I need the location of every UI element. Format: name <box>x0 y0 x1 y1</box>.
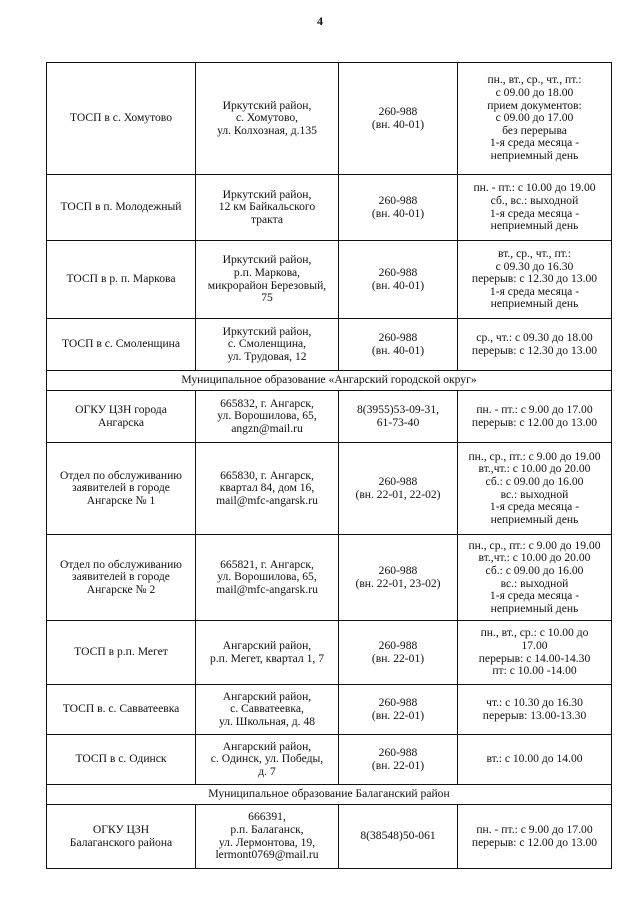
address-cell <box>196 391 339 443</box>
address-cell <box>196 735 339 785</box>
hours-line: пн., ср., пт.: с 9.00 до 19.00 <box>468 538 601 552</box>
phone-line: (вн. 40-01) <box>371 343 425 357</box>
phone-cell <box>339 735 458 785</box>
hours-line: вт.,чт.: с 10.00 до 20.00 <box>478 462 591 476</box>
hours-line: перерыв: 13.00-13.30 <box>482 708 587 722</box>
address-line: Ангарский район, <box>222 689 312 703</box>
table-row <box>47 175 612 241</box>
address-line: квартал 84, дом 16, <box>219 481 315 495</box>
hours-line: неприемный день <box>490 297 579 311</box>
hours-line: перерыв: с 14.00-14.30 <box>478 651 591 665</box>
address-line: mail@mfc-angarsk.ru <box>216 493 318 507</box>
office-name-line: ТОСП в р.п. Мегет <box>74 645 168 659</box>
office-name-cell <box>47 241 196 319</box>
hours-cell <box>458 685 612 735</box>
hours-cell <box>458 735 612 785</box>
phone-line: 260-988 <box>378 695 418 709</box>
table-row <box>47 443 612 535</box>
address-line: д. 7 <box>258 764 276 778</box>
address-line: 75 <box>261 291 273 305</box>
office-name-cell <box>47 319 196 371</box>
address-line: ул. Ворошилова, 65, <box>217 409 317 423</box>
address-cell <box>196 621 339 685</box>
address-line: р.п. Мегет, квартал 1, 7 <box>209 651 324 665</box>
table-row <box>47 391 612 443</box>
address-line: Иркутский район, <box>222 324 312 338</box>
hours-cell <box>458 805 612 869</box>
office-name-cell <box>47 63 196 175</box>
hours-line: пн. - пт.: с 9.00 до 17.00 <box>476 822 593 836</box>
hours-line: вт.,чт.: с 10.00 до 20.00 <box>478 551 591 565</box>
office-name-cell <box>47 685 196 735</box>
hours-cell <box>458 535 612 621</box>
phone-line: 260-988 <box>378 104 418 118</box>
hours-cell <box>458 319 612 371</box>
section-header-row <box>47 371 612 391</box>
hours-cell <box>458 63 612 175</box>
phone-cell <box>339 63 458 175</box>
hours-cell <box>458 241 612 319</box>
address-cell <box>196 535 339 621</box>
phone-cell <box>339 621 458 685</box>
address-line: с. Савватеевка, <box>230 702 304 716</box>
hours-line: пн., вт., ср.: с 10.00 до <box>480 626 589 640</box>
office-name-line: Отдел по обслуживанию <box>60 468 182 482</box>
hours-line: перерыв: с 12.00 до 13.00 <box>471 835 598 849</box>
office-name-cell <box>47 391 196 443</box>
office-name-line: ТОСП в с. Смоленщина <box>61 337 181 351</box>
address-cell <box>196 175 339 241</box>
hours-line: пн. - пт.: с 9.00 до 17.00 <box>476 402 593 416</box>
address-line: ул. Трудовая, 12 <box>227 349 307 363</box>
phone-line: (вн. 22-01) <box>371 651 425 665</box>
address-line: тракта <box>251 212 283 226</box>
hours-line: без перерыва <box>502 123 567 137</box>
phone-line: 260-988 <box>378 330 418 344</box>
phone-cell <box>339 685 458 735</box>
hours-line: сб.: с 09.00 до 16.00 <box>485 563 584 577</box>
address-line: 666391, <box>248 810 286 824</box>
address-line: Ангарский район, <box>222 638 312 652</box>
hours-line: перерыв: с 12.00 до 13.00 <box>471 415 598 429</box>
address-line: с. Смоленщина, <box>227 337 307 351</box>
address-line: angzn@mail.ru <box>231 421 303 435</box>
table-row <box>47 805 612 869</box>
phone-line: (вн. 22-01, 23-02) <box>355 576 441 590</box>
hours-cell <box>458 443 612 535</box>
hours-line: сб., вс.: выходной <box>490 193 579 207</box>
office-name-cell <box>47 535 196 621</box>
phone-line: 260-988 <box>378 563 418 577</box>
hours-line: вт., ср., чт., пт.: <box>498 247 571 261</box>
address-line: р.п. Балаганск, <box>230 822 304 836</box>
phone-cell <box>339 805 458 869</box>
table-body <box>47 63 612 869</box>
phone-line: 61-73-40 <box>376 415 420 429</box>
table-row <box>47 735 612 785</box>
hours-line: 1-я среда месяца - <box>489 206 580 220</box>
hours-line: пн., ср., пт.: с 9.00 до 19.00 <box>468 449 601 463</box>
phone-line: (вн. 40-01) <box>371 117 425 131</box>
hours-line: 1-я среда месяца - <box>489 500 580 514</box>
hours-line: перерыв: с 12.30 до 13.00 <box>471 272 598 286</box>
office-name-line: ТОСП в. с. Савватеевка <box>62 702 180 716</box>
hours-line: прием документов: <box>487 98 582 112</box>
phone-line: 260-988 <box>378 638 418 652</box>
address-line: микрорайон Березовый, <box>207 278 327 292</box>
office-name-cell <box>47 443 196 535</box>
address-cell <box>196 241 339 319</box>
phone-cell <box>339 319 458 371</box>
phone-line: 260-988 <box>378 193 418 207</box>
hours-line: пт: с 10.00 -14.00 <box>492 664 577 678</box>
phone-line: 260-988 <box>378 265 418 279</box>
hours-line: вс.: выходной <box>500 487 569 501</box>
address-line: 665830, г. Ангарск, <box>220 468 314 482</box>
address-line: Иркутский район, <box>222 253 312 267</box>
office-name-cell <box>47 175 196 241</box>
section-header-row <box>47 785 612 805</box>
office-name-cell <box>47 621 196 685</box>
office-name-line: ТОСП в п. Молодежный <box>60 200 182 214</box>
phone-cell <box>339 175 458 241</box>
hours-line: 17.00 <box>521 638 548 652</box>
address-cell <box>196 63 339 175</box>
office-name-line: Отдел по обслуживанию <box>60 557 182 571</box>
office-name-line: Ангарске № 2 <box>86 582 156 596</box>
address-line: ул. Ворошилова, 65, <box>217 570 317 584</box>
phone-line: 8(3955)53-09-31, <box>356 402 440 416</box>
address-line: р.п. Маркова, <box>233 265 301 279</box>
office-name-line: Балаганского района <box>69 835 173 849</box>
office-schedule-table <box>46 62 612 869</box>
phone-line: (вн. 22-01) <box>371 758 425 772</box>
municipality-section-title: Муниципальное образование Балаганский район <box>47 785 612 805</box>
office-name-line: ТОСП в с. Одинск <box>75 752 167 766</box>
hours-line: неприемный день <box>490 148 579 162</box>
hours-cell <box>458 175 612 241</box>
phone-line: (вн. 22-01) <box>371 708 425 722</box>
address-line: с. Хомутово, <box>235 111 299 125</box>
hours-line: неприемный день <box>490 601 579 615</box>
office-name-cell <box>47 735 196 785</box>
hours-line: 1-я среда месяца - <box>489 136 580 150</box>
address-line: ул. Лермонтова, 19, <box>218 835 316 849</box>
address-line: lermont0769@mail.ru <box>215 848 319 862</box>
hours-line: 1-я среда месяца - <box>489 284 580 298</box>
municipality-section-title: Муниципальное образование «Ангарский городской округ» <box>47 371 612 391</box>
hours-line: перерыв: с 12.30 до 13.00 <box>471 343 598 357</box>
phone-line: 260-988 <box>378 745 418 759</box>
address-line: Иркутский район, <box>222 98 312 112</box>
phone-line: 8(38548)50-061 <box>360 829 436 843</box>
address-cell <box>196 319 339 371</box>
table-row <box>47 241 612 319</box>
office-name-line: ОГКУ ЦЗН <box>92 822 150 836</box>
phone-line: (вн. 40-01) <box>371 278 425 292</box>
address-line: ул. Школьная, д. 48 <box>218 714 316 728</box>
table-row <box>47 621 612 685</box>
phone-line: (вн. 22-01, 22-02) <box>355 487 441 501</box>
address-cell <box>196 805 339 869</box>
office-name-line: ТОСП в с. Хомутово <box>69 111 173 125</box>
office-name-line: заявителей в городе <box>72 570 170 584</box>
hours-line: неприемный день <box>490 512 579 526</box>
phone-line: 260-988 <box>378 474 418 488</box>
hours-line: ср., чт.: с 09.30 до 18.00 <box>476 330 593 344</box>
office-name-line: Ангарске № 1 <box>86 493 156 507</box>
address-cell <box>196 685 339 735</box>
hours-line: неприемный день <box>490 219 579 233</box>
hours-cell <box>458 391 612 443</box>
table-row <box>47 535 612 621</box>
office-name-line: Ангарска <box>97 415 145 429</box>
table-row <box>47 63 612 175</box>
phone-line: (вн. 40-01) <box>371 206 425 220</box>
hours-cell <box>458 621 612 685</box>
hours-line: сб.: с 09.00 до 16.00 <box>485 474 584 488</box>
hours-line: с 09.30 до 16.30 <box>495 259 574 273</box>
hours-line: вс.: выходной <box>500 576 569 590</box>
office-name-line: заявителей в городе <box>72 481 170 495</box>
office-name-line: ОГКУ ЦЗН города <box>75 402 167 416</box>
page-number: 4 <box>317 14 323 28</box>
address-line: mail@mfc-angarsk.ru <box>216 582 318 596</box>
phone-cell <box>339 443 458 535</box>
office-name-cell <box>47 805 196 869</box>
phone-cell <box>339 241 458 319</box>
hours-line: пн., вт., ср., чт., пт.: <box>487 73 582 87</box>
office-name-line: ТОСП в р. п. Маркова <box>66 272 176 286</box>
hours-line: пн. - пт.: с 10.00 до 19.00 <box>473 181 596 195</box>
address-line: 12 км Байкальского <box>218 200 316 214</box>
address-line: с. Одинск, ул. Победы, <box>210 752 324 766</box>
address-line: Иркутский район, <box>222 187 312 201</box>
address-line: 665821, г. Ангарск, <box>220 557 314 571</box>
hours-line: с 09.00 до 17.00 <box>495 111 574 125</box>
address-line: 665832, г. Ангарск, <box>220 396 314 410</box>
address-cell <box>196 443 339 535</box>
hours-line: вт.: с 10.00 до 14.00 <box>486 752 583 766</box>
table-row <box>47 685 612 735</box>
hours-line: чт.: с 10.30 до 16.30 <box>486 695 583 709</box>
hours-line: с 09.00 до 18.00 <box>495 86 574 100</box>
hours-line: 1-я среда месяца - <box>489 589 580 603</box>
address-line: ул. Колхозная, д.135 <box>217 123 317 137</box>
table-row <box>47 319 612 371</box>
phone-cell <box>339 391 458 443</box>
address-line: Ангарский район, <box>222 739 312 753</box>
phone-cell <box>339 535 458 621</box>
